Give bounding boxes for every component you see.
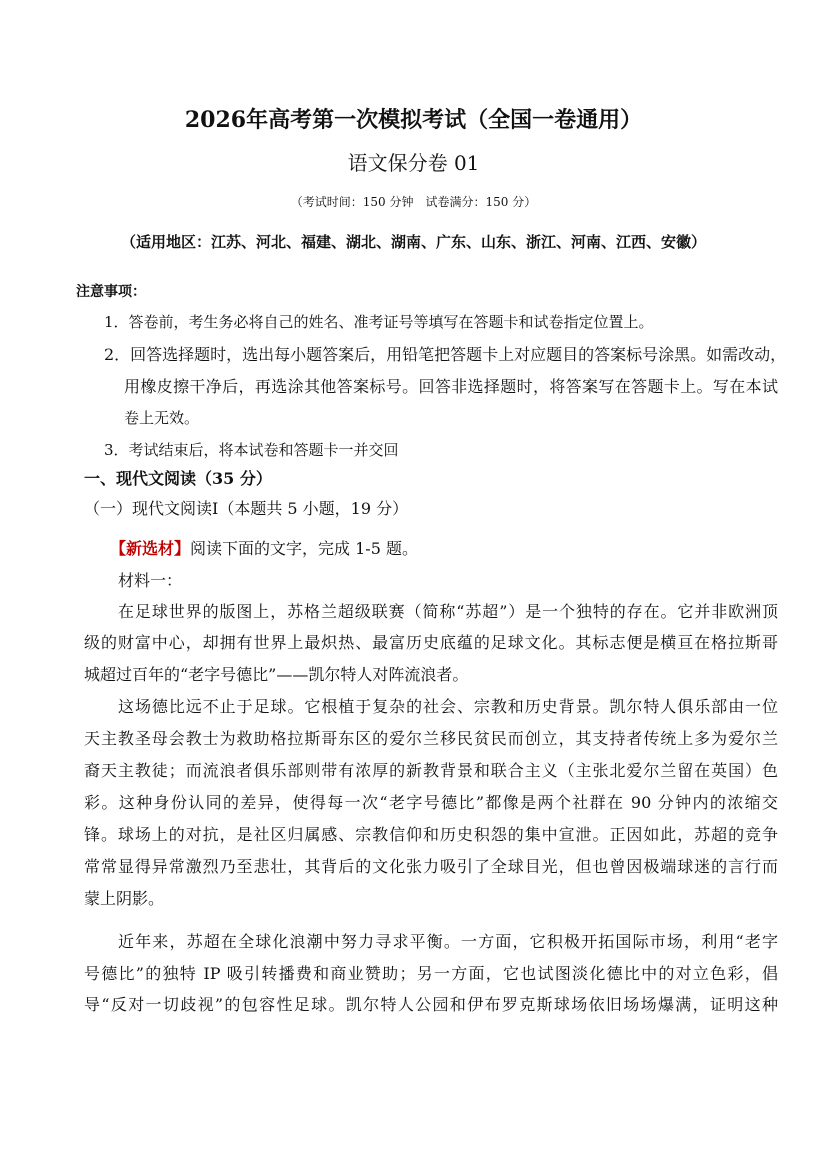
- paragraph-line: 近年来，苏超在全球化浪潮中努力寻求平衡。一方面，它积极开拓国际市场，利用“老字: [118, 932, 778, 951]
- paper-subtitle: 语文保分卷 01: [347, 151, 480, 175]
- notice-item-continued: 卷上无效。: [124, 409, 200, 427]
- paragraph-line: 级的财富中心，却拥有世界上最炽热、最富历史底蕴的足球文化。其标志便是横亘在格拉斯哥: [84, 633, 778, 652]
- paragraph-line: 导“反对一切歧视”的包容性足球。凯尔特人公园和伊布罗克斯球场依旧场场爆满，证明这种: [84, 995, 778, 1014]
- subsection-heading: （一）现代文阅读Ⅰ（本题共 5 小题，19 分）: [84, 499, 409, 518]
- instruction-line: [110, 538, 418, 560]
- notice-item-continued: 用橡皮擦干净后，再选涂其他答案标号。回答非选择题时，将答案写在答题卡上。写在本试: [124, 377, 778, 396]
- instruction-text: 阅读下面的文字，完成 1-5 题。: [190, 539, 418, 558]
- paragraph-line: 彩。这种身份认同的差异，使得每一次“老字号德比”都像是两个社群在 90 分钟内的浓缩交: [84, 793, 778, 812]
- page-title: 2026年高考第一次模拟考试（全国一卷通用）: [184, 107, 643, 133]
- notice-heading: 注意事项：: [76, 284, 146, 300]
- notice-item: 1．答卷前，考生务必将自己的姓名、准考证号等填写在答题卡和试卷指定位置上。: [104, 313, 654, 331]
- exam-meta: （考试时间：150 分钟 试卷满分：150 分）: [290, 195, 537, 209]
- paragraph-line: 城超过百年的“老字号德比”——凯尔特人对阵流浪者。: [84, 665, 469, 684]
- material-label: 材料一：: [118, 571, 183, 590]
- paragraph-line: 天主教圣母会教士为救助格拉斯哥东区的爱尔兰移民贫民而创立，其支持者传统上多为爱尔兰: [84, 729, 778, 748]
- new-material-tag: 【新选材】: [110, 539, 191, 558]
- paragraph-line: 这场德比远不止于足球。它根植于复杂的社会、宗教和历史背景。凯尔特人俱乐部由一位: [118, 697, 778, 716]
- paragraph-line: 常常显得异常激烈乃至悲壮，其背后的文化张力吸引了全球目光，但也曾因极端球迷的言行而: [84, 857, 778, 876]
- applicable-regions: （适用地区：江苏、河北、福建、湖北、湖南、广东、山东、浙江、河南、江西、安徽）: [120, 233, 706, 251]
- paragraph-line: 锋。球场上的对抗，是社区归属感、宗教信仰和历史积怨的集中宣泄。正因如此，苏超的竞争: [84, 825, 778, 844]
- notice-item: 2．回答选择题时，选出每小题答案后，用铅笔把答题卡上对应题目的答案标号涂黑。如需改动，: [104, 345, 787, 364]
- section-heading: 一、现代文阅读（35 分）: [84, 469, 272, 488]
- notice-item: 3．考试结束后，将本试卷和答题卡一并交回: [104, 441, 399, 459]
- paragraph-line: 号德比”的独特 IP 吸引转播费和商业赞助；另一方面，它也试图淡化德比中的对立色彩，倡: [84, 964, 778, 983]
- paragraph-line: 在足球世界的版图上，苏格兰超级联赛（简称“苏超”）是一个独特的存在。它并非欧洲顶: [118, 602, 778, 621]
- paragraph-line: 裔天主教徒；而流浪者俱乐部则带有浓厚的新教背景和联合主义（主张北爱尔兰留在英国）色: [84, 761, 778, 780]
- paragraph-line: 蒙上阴影。: [84, 889, 165, 908]
